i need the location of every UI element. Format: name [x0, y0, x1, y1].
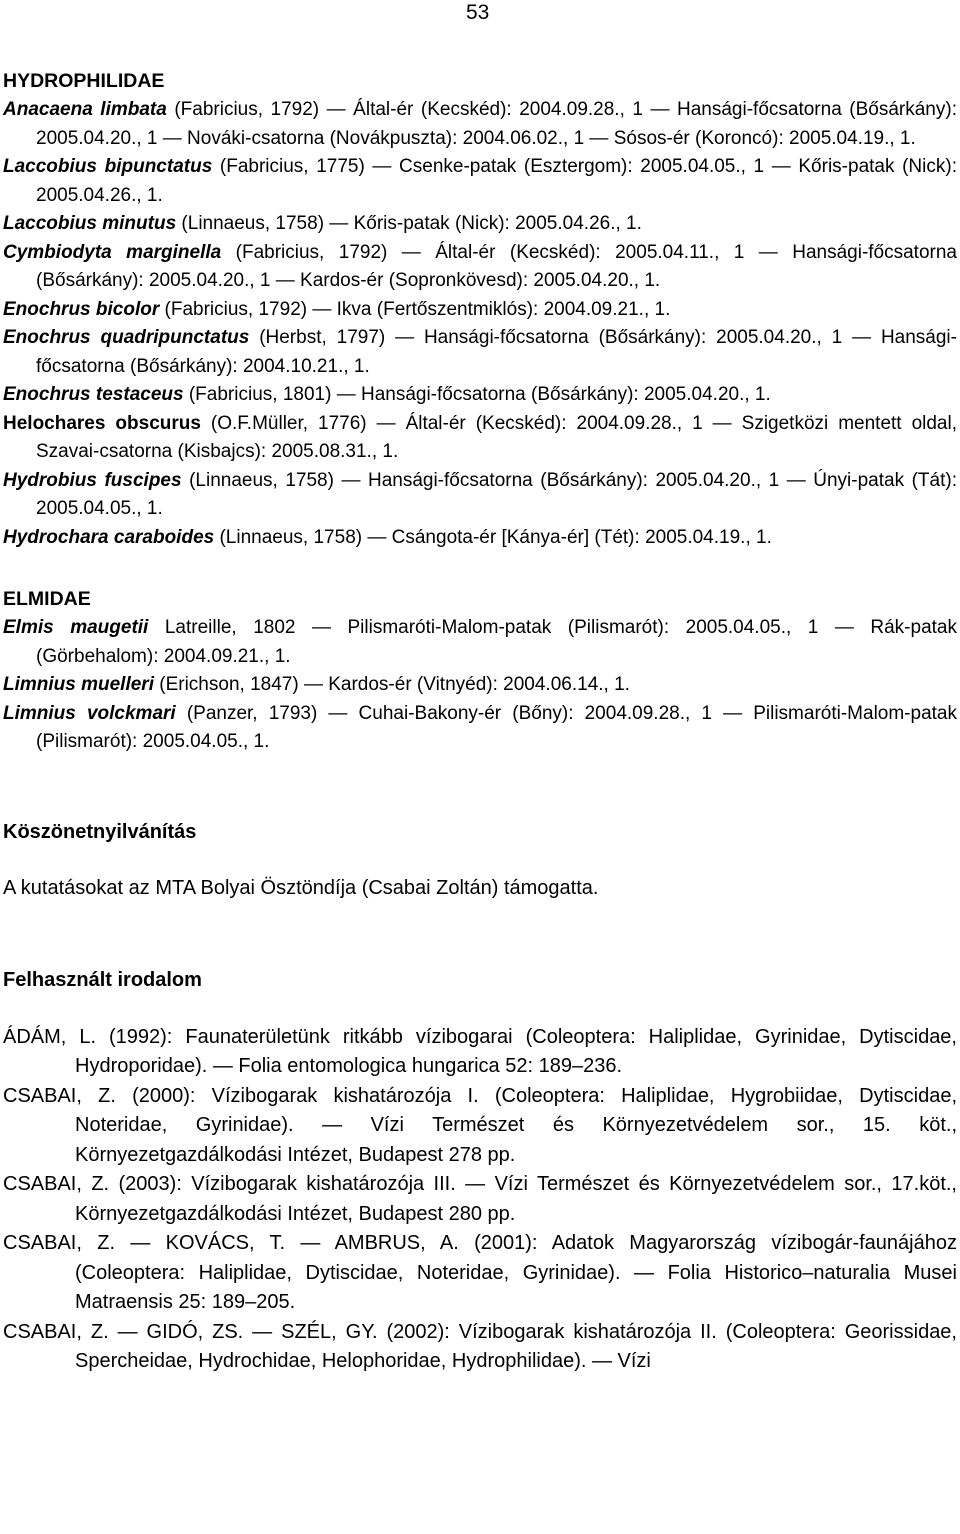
- species-entry: [3, 96, 957, 153]
- acknowledgement-heading: Köszönetnyilvánítás: [3, 820, 197, 843]
- species-records: (Fabricius, 1801) — Hansági-főcsatorna (Bősárkány): 2005.04.20., 1.: [183, 384, 771, 405]
- hydrophilidae-list: [3, 96, 957, 552]
- species-name: Hydrobius fuscipes: [3, 469, 182, 491]
- species-name: Enochrus testaceus: [3, 384, 184, 405]
- species-records: (Herbst, 1797) — Hansági-főcsatorna (Bősárkány): 2005.04.20., 1 — Hansági-főcsatorna (Bősárkány): 2004.10.21., 1.: [36, 327, 957, 377]
- species-name: Hydrochara caraboides: [3, 526, 215, 548]
- acknowledgement-text: A kutatásokat az MTA Bolyai Ösztöndíja (Csabai Zoltán) támogatta.: [3, 876, 599, 899]
- species-entry: [3, 153, 957, 210]
- species-entry: [3, 614, 957, 671]
- section-spacer: [3, 757, 957, 817]
- species-records: (Fabricius, 1775) — Csenke-patak (Esztergom): 2005.04.05., 1 — Kőris-patak (Nick): 2005.04.26., 1.: [36, 156, 957, 206]
- page-number: 53: [466, 1, 490, 24]
- section-spacer: [3, 847, 957, 873]
- section-spacer: [3, 995, 957, 1023]
- species-name: Laccobius bipunctatus: [3, 156, 213, 177]
- species-name: Elmis maugetii: [3, 617, 149, 638]
- species-records: (Fabricius, 1792) — Által-ér (Kecskéd): 2005.04.11., 1 — Hansági-főcsatorna (Bősárkány): 2005.04.20., 1 — Kardos-ér (Sopronkövesd): 2005.04.20., 1.: [36, 241, 957, 291]
- species-name: Cymbiodyta marginella: [3, 241, 222, 263]
- species-records: (Panzer, 1793) — Cuhai-Bakony-ér (Bőny): 2004.09.28., 1 — Pilismaróti-Malom-patak (Pilismarót): 2005.04.05., 1.: [36, 702, 957, 752]
- species-records: (Erichson, 1847) — Kardos-ér (Vitnyéd): 2004.06.14., 1.: [153, 674, 630, 695]
- reference-item: CSABAI, Z. — KOVÁCS, T. — AMBRUS, A. (2001): Adatok Magyarország vízibogár-faunájához (Coleoptera: Haliplidae, Dytiscidae, Noteridae, Gyrinidae). — Folia Historico–naturalia Musei Matraensis 25: 189–205.: [3, 1232, 957, 1313]
- species-name: Enochrus quadripunctatus: [3, 327, 250, 348]
- species-entry: [3, 467, 957, 524]
- species-records: (Fabricius, 1792) — Által-ér (Kecskéd): 2004.09.28., 1 — Hansági-főcsatorna (Bősárkány): 2005.04.20., 1 — Nováki-csatorna (Novákpuszta): 2004.06.02., 1 — Sósos-ér (Koroncó): 2005.04.19., 1.: [36, 99, 957, 149]
- reference-list: [3, 1023, 957, 1377]
- reference-item: CSABAI, Z. — GIDÓ, ZS. — SZÉL, GY. (2002): Vízibogarak kishatározója II. (Coleoptera: Georissidae, Spercheidae, Hydrochidae, Helophoridae, Hydrophilidae). — Vízi: [3, 1320, 957, 1372]
- section-spacer: [3, 552, 957, 584]
- species-entry: [3, 239, 957, 296]
- species-entry: [3, 524, 957, 553]
- family-heading-elmidae: ELMIDAE: [3, 588, 91, 610]
- species-name: Laccobius minutus: [3, 213, 177, 234]
- species-entry: [3, 410, 957, 467]
- species-entry: [3, 210, 957, 239]
- species-name: Limnius volckmari: [3, 702, 176, 724]
- species-records: (O.F.Müller, 1776) — Által-ér (Kecskéd): 2004.09.28., 1 — Szigetközi mentett oldal, Szavai-csatorna (Kisbajcs): 2005.08.31., 1.: [36, 412, 957, 462]
- species-name: Enochrus bicolor: [3, 298, 160, 320]
- species-name: Limnius muelleri: [3, 674, 154, 695]
- species-records: Latreille, 1802 — Pilismaróti-Malom-patak (Pilismarót): 2005.04.05., 1 — Rák-patak (Görbehalom): 2004.09.21., 1.: [36, 617, 957, 667]
- reference-item: CSABAI, Z. (2000): Vízibogarak kishatározója I. (Coleoptera: Haliplidae, Hygrobiidae, Dytiscidae, Noteridae, Gyrinidae). — Vízi Természet és Környezetvédelem sor., 15. köt., Környezetgazdálkodási Intézet, Budapest 278 pp.: [3, 1084, 957, 1166]
- species-entry: [3, 381, 957, 410]
- section-spacer: [3, 903, 957, 965]
- species-records: (Linnaeus, 1758) — Csángota-ér [Kánya-ér] (Tét): 2005.04.19., 1.: [214, 526, 772, 548]
- reference-item: ÁDÁM, L. (1992): Faunaterületünk ritkább vízibogarai (Coleoptera: Haliplidae, Gyrinidae, Dytiscidae, Hydroporidae). — Folia entomologica hungarica 52: 189–236.: [3, 1025, 957, 1077]
- family-heading-hydrophilidae: HYDROPHILIDAE: [3, 70, 165, 92]
- species-name: Anacaena limbata: [3, 99, 167, 120]
- species-entry: [3, 324, 957, 381]
- reference-item: CSABAI, Z. (2003): Vízibogarak kishatározója III. — Vízi Természet és Környezetvédelem sor., 17.köt., Környezetgazdálkodási Intézet, Budapest 280 pp.: [3, 1173, 957, 1225]
- species-entry: [3, 296, 957, 325]
- species-records: (Fabricius, 1792) — Ikva (Fertőszentmiklós): 2004.09.21., 1.: [159, 298, 671, 320]
- species-entry: [3, 671, 957, 700]
- references-heading: Felhasznált irodalom: [3, 968, 202, 991]
- species-entry: [3, 700, 957, 757]
- species-records: (Linnaeus, 1758) — Kőris-patak (Nick): 2005.04.26., 1.: [176, 213, 642, 234]
- elmidae-list: [3, 614, 957, 757]
- species-name: Helochares obscurus: [3, 412, 201, 434]
- page-content: [3, 66, 957, 1377]
- species-records: (Linnaeus, 1758) — Hansági-főcsatorna (Bősárkány): 2005.04.20., 1 — Únyi-patak (Tát): 2005.04.05., 1.: [36, 469, 957, 519]
